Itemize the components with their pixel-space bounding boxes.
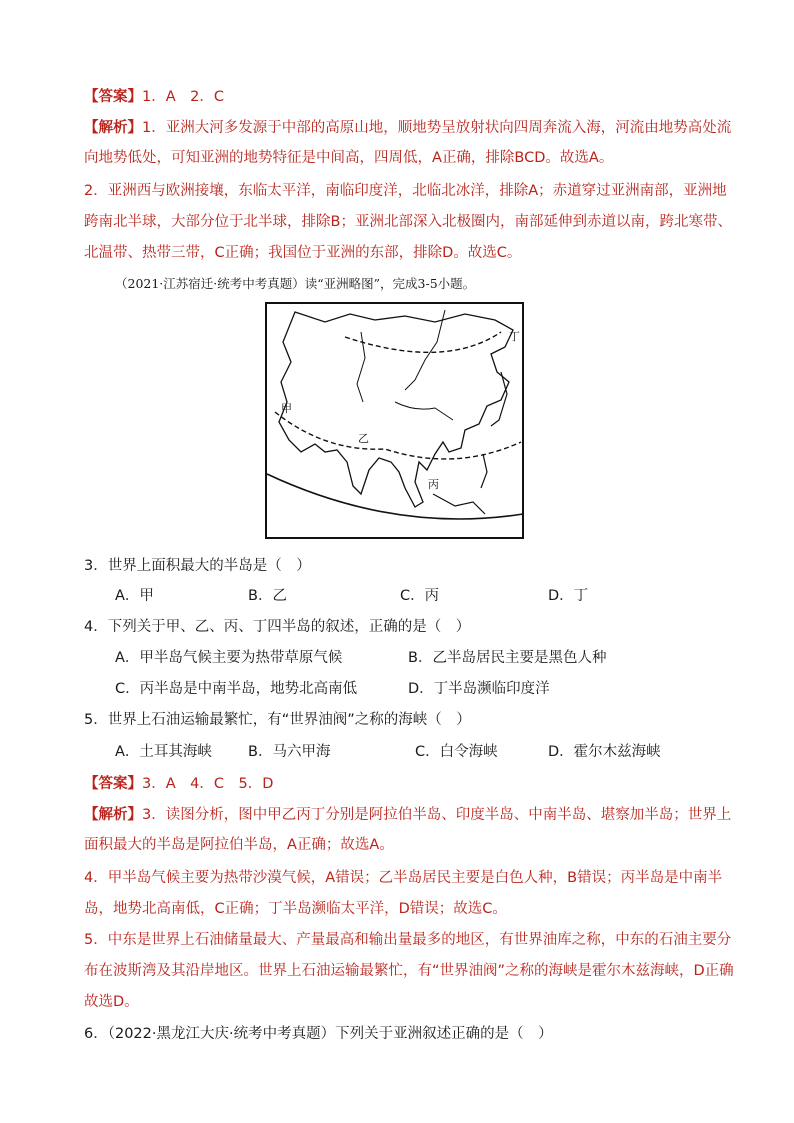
analysis-q3-line-1 <box>84 805 732 825</box>
label-jia: 甲 <box>281 402 292 415</box>
map-frame <box>266 303 523 538</box>
answer-text-2: 3．A 4．C 5．D <box>142 776 274 792</box>
answer-text: 1．A 2．C <box>142 89 224 105</box>
question-intro: （2021·江苏宿迁·统考中考真题）读“亚洲略图”，完成3-5小题。 <box>115 276 476 291</box>
answer-tag-2: 【答案】 <box>84 776 142 792</box>
q3-option-b: B．乙 <box>248 588 287 604</box>
analysis-q4-line-1: 4．甲半岛气候主要为热带沙漠气候，A错误；乙半岛居民主要是白色人种，B错误；丙半岛是中南半 <box>84 870 723 886</box>
q3-option-d: D．丁 <box>548 588 589 604</box>
q5-option-c: C．白令海峡 <box>415 744 498 760</box>
analysis-q5-line-2: 布在波斯湾及其沿岸地区。世界上石油运输最繁忙，有“世界油阀”之称的海峡是霍尔木兹海峡，D正确 <box>84 963 734 979</box>
q6-stem: 6．（2022·黑龙江大庆·统考中考真题）下列关于亚洲叙述正确的是（ ） <box>84 1026 553 1042</box>
analysis-tag-2: 【解析】 <box>84 807 142 823</box>
asia-sketch-map <box>265 302 524 539</box>
q4-option-c: C．丙半岛是中南半岛，地势北高南低 <box>115 681 358 697</box>
analysis-q2-line-3: 北温带、热带三带，C正确；我国位于亚洲的东部，排除D。故选C。 <box>84 245 522 261</box>
q4-stem: 4．下列关于甲、乙、丙、丁四半岛的叙述，正确的是（ ） <box>84 619 471 635</box>
analysis-q2-line-2: 跨南北半球，大部分位于北半球，排除B；亚洲北部深入北极圈内，南部延伸到赤道以南，跨北寒带、 <box>84 214 732 230</box>
q5-option-b: B．马六甲海 <box>248 744 331 760</box>
analysis-text: 1．亚洲大河多发源于中部的高原山地，顺地势呈放射状向四周奔流入海，河流由地势高处流 <box>142 120 732 136</box>
answer-tag: 【答案】 <box>84 89 142 105</box>
q5-option-d: D．霍尔木兹海峡 <box>548 744 661 760</box>
q4-option-b: B．乙半岛居民主要是黑色人种 <box>408 650 607 666</box>
label-bing: 丙 <box>428 478 439 491</box>
answer-line-q3-5 <box>84 774 724 794</box>
q3-option-c: C．丙 <box>400 588 440 604</box>
asia-map-svg <box>265 302 524 539</box>
analysis-q4-line-2: 岛，地势北高南低，C正确；丁半岛濒临太平洋，D错误；故选C。 <box>84 901 507 917</box>
analysis-tag: 【解析】 <box>84 120 142 136</box>
q5-stem: 5．世界上石油运输最繁忙，有“世界油阀”之称的海峡（ ） <box>84 712 471 728</box>
analysis-q5-line-1: 5．中东是世界上石油储量最大、产量最高和输出量最多的地区，有世界油库之称，中东的石油主要分 <box>84 932 732 948</box>
analysis-q2-line-1: 2．亚洲西与欧洲接壤，东临太平洋，南临印度洋，北临北冰洋，排除A；赤道穿过亚洲南部，亚洲地 <box>84 183 727 199</box>
q5-option-a: A．土耳其海峡 <box>115 744 212 760</box>
analysis-q3-line-2: 面积最大的半岛是阿拉伯半岛，A正确；故选A。 <box>84 837 394 853</box>
analysis-line-2: 向地势低处，可知亚洲的地势特征是中间高，四周低，A正确，排除BCD。故选A。 <box>84 150 614 166</box>
label-yi: 乙 <box>358 432 369 445</box>
analysis-line-1 <box>84 118 732 138</box>
label-ding: 丁 <box>509 330 520 343</box>
q3-stem: 3．世界上面积最大的半岛是（ ） <box>84 558 311 574</box>
answer-line-q1-2 <box>84 87 724 107</box>
analysis-q3-text: 3．读图分析，图中甲乙丙丁分别是阿拉伯半岛、印度半岛、中南半岛、堪察加半岛；世界上 <box>142 807 732 823</box>
q3-option-a: A．甲 <box>115 588 154 604</box>
q4-option-a: A．甲半岛气候主要为热带草原气候 <box>115 650 343 666</box>
analysis-q5-line-3: 故选D。 <box>84 994 139 1010</box>
q4-option-d: D．丁半岛濒临印度洋 <box>408 681 550 697</box>
